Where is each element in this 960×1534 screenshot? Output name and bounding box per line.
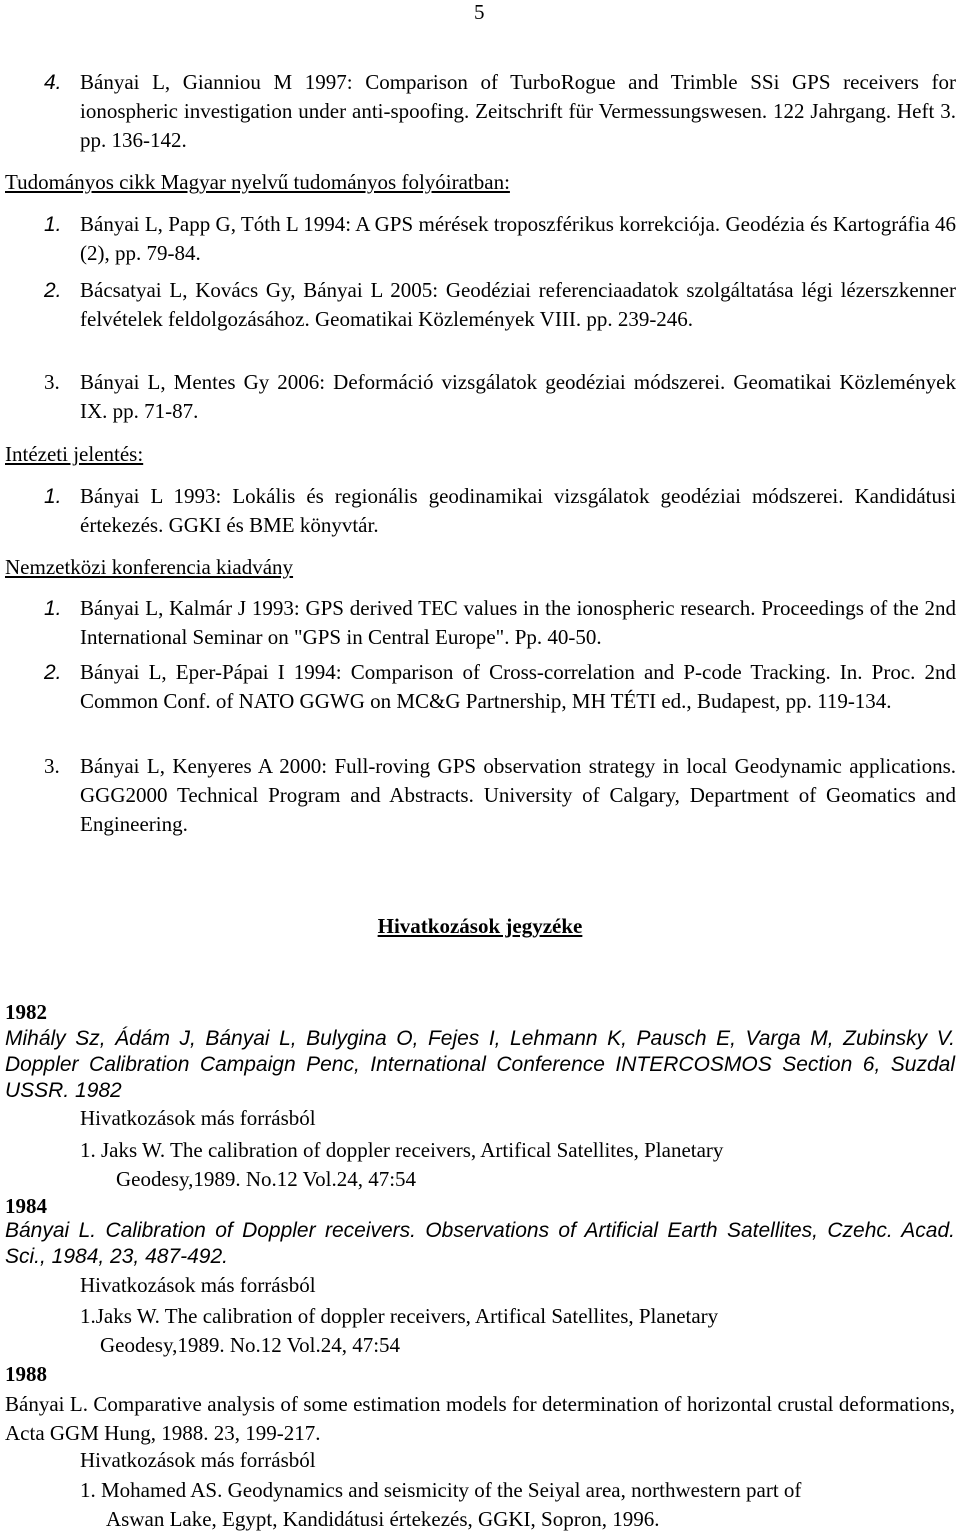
list-item — [44, 368, 956, 426]
item-number: 2. — [44, 661, 62, 684]
citation-entry — [80, 1136, 950, 1194]
citation-entry — [80, 1476, 950, 1534]
citation-line: Geodesy,1989. No.12 Vol.24, 47:54 — [116, 1167, 417, 1191]
list-item — [44, 68, 956, 155]
item-text: Bányai L, Eper-Pápai I 1994: Comparison of Cross-correlation and P-code Tracking. In. Proc. 2nd Common Conf. of NATO GGWG on MC&G Partnership, MH TÉTI ed., Budapest, pp. 119-134. — [80, 660, 956, 713]
section-heading-international-conference: Nemzetközi konferencia kiadvány — [5, 555, 294, 579]
list-item — [44, 210, 956, 268]
item-text: Bányai L, Papp G, Tóth L 1994: A GPS mérések troposzférikus korrekciója. Geodézia és Kartográfia 46 (2), pp. 79-84. — [80, 212, 956, 265]
page-number: 5 — [474, 0, 485, 24]
item-number: 2. — [44, 279, 62, 302]
citation-year: 1982 — [5, 1000, 47, 1024]
item-text: Bányai L, Kalmár J 1993: GPS derived TEC values in the ionospheric research. Proceedings of the 2nd International Seminar on "GPS in Central Europe". Pp. 40-50. — [80, 596, 956, 649]
citation-line: 1. Jaks W. The calibration of doppler receivers, Artifical Satellites, Planetary — [80, 1138, 724, 1162]
citations-title: Hivatkozások jegyzéke — [377, 914, 583, 938]
section-heading-institute-report: Intézeti jelentés: — [5, 442, 144, 466]
item-number: 1. — [44, 213, 62, 236]
list-item — [44, 658, 956, 716]
section-heading-hungarian-articles: Tudományos cikk Magyar nyelvű tudományos folyóiratban: — [5, 170, 510, 194]
cited-reference: Bányai L. Comparative analysis of some estimation models for determination of horizontal crustal deformations, Acta GGM Hung, 1988. 23, 199-217. — [5, 1392, 955, 1445]
item-text: Bányai L 1993: Lokális és regionális geodinamikai vizsgálatok geodéziai módszerei. Kandidátusi értekezés. GGKI és BME könyvtár. — [80, 484, 956, 537]
citation-line: Aswan Lake, Egypt, Kandidátusi értekezés, GGKI, Sopron, 1996. — [106, 1507, 660, 1531]
item-text: Bányai L, Mentes Gy 2006: Deformáció vizsgálatok geodéziai módszerei. Geomatikai Közlemények IX. pp. 71-87. — [80, 370, 956, 423]
item-number: 1. — [44, 485, 62, 508]
cited-reference: Mihály Sz, Ádám J, Bányai L, Bulygina O, Fejes I, Lehmann K, Pausch E, Varga M, Zubinsky V. Doppler Calibration Campaign Penc, International Conference INTERCOSMOS Section 6, Suzdal USSR. 1982 — [5, 1027, 955, 1102]
citation-line: Geodesy,1989. No.12 Vol.24, 47:54 — [100, 1333, 401, 1357]
item-number: 1. — [44, 597, 62, 620]
list-item — [44, 752, 956, 839]
item-text: Bácsatyai L, Kovács Gy, Bányai L 2005: Geodéziai referenciaadatok szolgáltatása légi lézerszkenner felvételek feldolgozásához. Geomatikai Közlemények VIII. pp. 239-246. — [80, 278, 956, 331]
cited-reference: Bányai L. Calibration of Doppler receivers. Observations of Artificial Earth Satellites, Czehc. Acad. Sci., 1984, 23, 487-492. — [5, 1219, 955, 1268]
citation-year: 1988 — [5, 1362, 47, 1386]
citations-subheading: Hivatkozások más forrásból — [80, 1273, 316, 1297]
citations-subheading: Hivatkozások más forrásból — [80, 1448, 316, 1472]
citation-line: 1. Mohamed AS. Geodynamics and seismicity of the Seiyal area, northwestern part of — [80, 1478, 802, 1502]
list-item — [44, 482, 956, 540]
list-item — [44, 594, 956, 652]
list-item — [44, 276, 956, 334]
citation-entry — [80, 1302, 950, 1360]
item-number: 3. — [44, 370, 60, 394]
item-number: 4. — [44, 71, 62, 94]
citations-subheading: Hivatkozások más forrásból — [80, 1106, 316, 1130]
citation-line: 1.Jaks W. The calibration of doppler receivers, Artifical Satellites, Planetary — [80, 1304, 719, 1328]
item-text: Bányai L, Gianniou M 1997: Comparison of TurboRogue and Trimble SSi GPS receivers for ionospheric investigation under anti-spoofing. Zeitschrift für Vermessungswesen. 122 Jahrgang. Heft 3. pp. 136-142. — [80, 70, 956, 152]
item-number: 3. — [44, 754, 60, 778]
item-text: Bányai L, Kenyeres A 2000: Full-roving GPS observation strategy in local Geodynamic applications. GGG2000 Technical Program and Abstracts. University of Calgary, Department of Geomatics and Engineering. — [80, 754, 956, 836]
citation-year: 1984 — [5, 1194, 47, 1218]
